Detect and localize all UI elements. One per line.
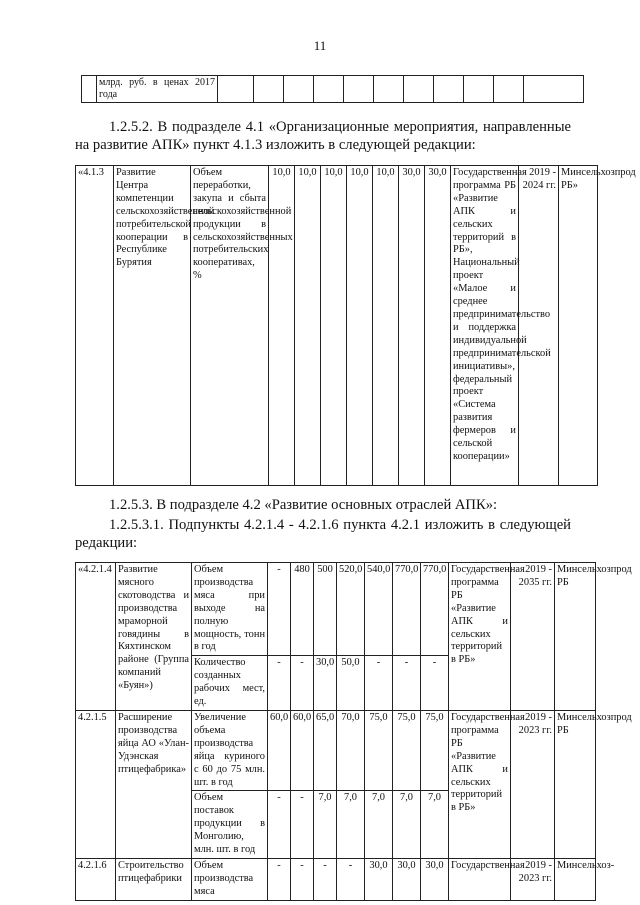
value-cell: 7,0 (365, 791, 393, 859)
program-text: Государственная программа РБ «Развитие АПК и сельских территорий в РБ» (449, 710, 511, 858)
item-name: Развитие Центра компетенции сельскохозяйственной потребительской кооперации в Республике Бурятия (114, 166, 191, 486)
value-cell: 70,0 (337, 710, 365, 790)
paragraph-text: 1.2.5.3.1. Подпункты 4.2.1.4 - 4.2.1.6 пункта 4.2.1 изложить в следующей редакции: (75, 517, 571, 551)
value-cell: 50,0 (337, 656, 365, 711)
period-text: 2019 - 2035 гг. (511, 563, 555, 711)
value-cell: 10,0 (269, 166, 295, 486)
value-cell: 65,0 (314, 710, 337, 790)
value-cell: 75,0 (365, 710, 393, 790)
empty-cell (284, 76, 314, 103)
value-cell: - (314, 858, 337, 900)
period-text: 2019 - 2024 гг. (519, 166, 559, 486)
value-cell: 75,0 (393, 710, 421, 790)
value-cell: - (268, 656, 291, 711)
indicator-text: Объем поставок продукции в Монголию, млн. шт. в год (192, 791, 268, 859)
item-number: «4.2.1.4 (76, 563, 116, 711)
responsible-text: Минсельхозпрод РБ (555, 710, 596, 858)
program-text: Государственная программа РБ «Развитие АПК и сельских территорий в РБ» (449, 563, 511, 711)
value-cell: 520,0 (337, 563, 365, 656)
value-cell: 770,0 (393, 563, 421, 656)
value-cell: - (421, 656, 449, 711)
value-cell: 30,0 (425, 166, 451, 486)
empty-cell (344, 76, 374, 103)
value-cell: - (291, 791, 314, 859)
value-cell: - (268, 858, 291, 900)
table-4-2-1 (75, 562, 632, 901)
item-name: Расширение производства яйца АО «Улан-Удэнская птицефабрика» (116, 710, 192, 858)
empty-cell (404, 76, 434, 103)
value-cell: - (337, 858, 365, 900)
program-text: Государственная (449, 858, 511, 900)
indicator-text: Объем производства мяса при выходе на полную мощность, тонн в год (192, 563, 268, 656)
value-cell: 500 (314, 563, 337, 656)
value-cell: 7,0 (314, 791, 337, 859)
value-cell: - (365, 656, 393, 711)
value-cell: 480 (291, 563, 314, 656)
value-cell: 10,0 (373, 166, 399, 486)
table-4-1-3 (75, 165, 636, 486)
value-cell: 30,0 (421, 858, 449, 900)
item-number: 4.2.1.6 (76, 858, 116, 900)
empty-cell (314, 76, 344, 103)
top-table-fragment (81, 75, 584, 103)
value-cell: - (268, 791, 291, 859)
unit-text-cell: млрд. руб. в ценах 2017 года (97, 76, 218, 103)
value-cell: 770,0 (421, 563, 449, 656)
empty-cell (464, 76, 494, 103)
value-cell: 30,0 (365, 858, 393, 900)
period-text: 2019 - 2023 гг. (511, 710, 555, 858)
empty-cell (374, 76, 404, 103)
indicator-text: Объем переработки, закупа и сбыта сельскохозяйственной продукции в сельскохозяйственных потребительских кооперативах, % (191, 166, 269, 486)
value-cell: - (393, 656, 421, 711)
value-cell: 10,0 (321, 166, 347, 486)
item-name: Развитие мясного скотоводства и производства мраморной говядины в Кяхтинском районе (Группа компаний «Буян») (116, 563, 192, 711)
value-cell: 30,0 (399, 166, 425, 486)
empty-cell (434, 76, 464, 103)
paragraph-1-2-5-2 (75, 118, 571, 154)
value-cell: 60,0 (268, 710, 291, 790)
responsible-text: Минсельхоз- (555, 858, 596, 900)
indicator-text: Увеличение объема производства яйца куриного с 60 до 75 млн. шт. в год (192, 710, 268, 790)
value-cell: 7,0 (421, 791, 449, 859)
responsible-text: Минсельхозпрод РБ (555, 563, 596, 711)
value-cell: 540,0 (365, 563, 393, 656)
paragraph-1-2-5-3-1 (75, 516, 571, 552)
value-cell: 30,0 (314, 656, 337, 711)
value-cell: 60,0 (291, 710, 314, 790)
period-text: 2019 - 2023 гг. (511, 858, 555, 900)
item-number: «4.1.3 (76, 166, 114, 486)
item-number: 4.2.1.5 (76, 710, 116, 858)
indicator-text: Количество созданных рабочих мест, ед. (192, 656, 268, 711)
indicator-text: Объем производства мяса (192, 858, 268, 900)
value-cell: 30,0 (393, 858, 421, 900)
value-cell: 10,0 (347, 166, 373, 486)
empty-cell (218, 76, 254, 103)
value-cell: - (268, 563, 291, 656)
empty-cell (254, 76, 284, 103)
value-cell: - (291, 656, 314, 711)
value-cell: 10,0 (295, 166, 321, 486)
value-cell: 7,0 (337, 791, 365, 859)
empty-cell (82, 76, 97, 103)
value-cell: 7,0 (393, 791, 421, 859)
empty-cell (524, 76, 584, 103)
value-cell: 75,0 (421, 710, 449, 790)
empty-cell (494, 76, 524, 103)
paragraph-text: 1.2.5.2. В подразделе 4.1 «Организационные мероприятия, направленные на развитие АПК» пункт 4.1.3 изложить в следующей редакции: (75, 119, 571, 153)
paragraph-1-2-5-3 (75, 496, 571, 514)
responsible-text: Минсельхозпрод РБ» (559, 166, 598, 486)
item-name: Строительство птицефабрики (116, 858, 192, 900)
paragraph-text: 1.2.5.3. В подразделе 4.2 «Развитие основных отраслей АПК»: (109, 497, 498, 513)
program-text: Государственная программа РБ «Развитие АПК и сельских территорий в РБ», Национальный проект «Малое и среднее предпринимательство и поддержка индивидуальной предпринимательской инициативы», федеральный проект «Система развития фермеров и сельской кооперации» (451, 166, 519, 486)
page-number: 11 (313, 38, 327, 53)
value-cell: - (291, 858, 314, 900)
